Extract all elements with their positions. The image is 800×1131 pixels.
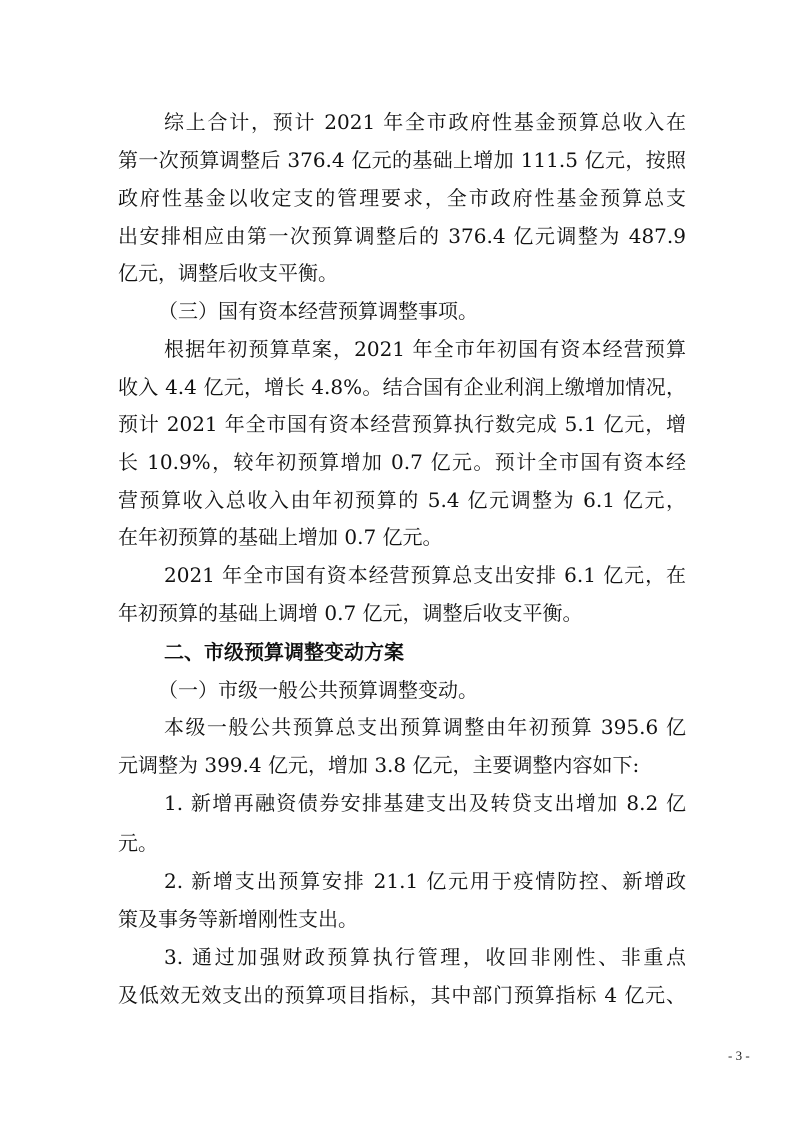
text-line: 政府性基金以收定支的管理要求，全市政府性基金预算总支 bbox=[118, 186, 686, 210]
text-line: 在年初预算的基础上增加 0.7 亿元。 bbox=[118, 525, 443, 549]
text-line: 营预算收入总收入由年初预算的 5.4 亿元调整为 6.1 亿元， bbox=[118, 488, 686, 512]
text-line: 元。 bbox=[118, 831, 158, 855]
section-heading: （三）国有资本经营预算调整事项。 bbox=[158, 299, 478, 323]
text-line: 长 10.9%，较年初预算增加 0.7 亿元。预计全市国有资本经 bbox=[118, 450, 686, 474]
page-number: - 3 - bbox=[728, 1048, 750, 1063]
text-line: 综上合计，预计 2021 年全市政府性基金预算总收入在 bbox=[164, 110, 686, 134]
text-line: 预计 2021 年全市国有资本经营预算执行数完成 5.1 亿元，增 bbox=[118, 412, 686, 436]
text-line: 元调整为 399.4 亿元，增加 3.8 亿元，主要调整内容如下: bbox=[118, 753, 640, 777]
chapter-heading: 二、市级预算调整变动方案 bbox=[164, 640, 404, 664]
text-line: 根据年初预算草案，2021 年全市年初国有资本经营预算 bbox=[164, 337, 686, 361]
text-line: 3. 通过加强财政预算执行管理，收回非刚性、非重点 bbox=[164, 945, 686, 969]
text-line: 第一次预算调整后 376.4 亿元的基础上增加 111.5 亿元，按照 bbox=[118, 148, 686, 172]
text-line: 本级一般公共预算总支出预算调整由年初预算 395.6 亿 bbox=[164, 715, 686, 739]
text-line: 1. 新增再融资债券安排基建支出及转贷支出增加 8.2 亿 bbox=[164, 791, 686, 815]
text-line: 收入 4.4 亿元，增长 4.8%。结合国有企业利润上缴增加情况， bbox=[118, 375, 686, 399]
text-line: 出安排相应由第一次预算调整后的 376.4 亿元调整为 487.9 bbox=[118, 224, 686, 248]
text-line: 策及事务等新增刚性支出。 bbox=[118, 907, 358, 931]
text-line: 2021 年全市国有资本经营预算总支出安排 6.1 亿元，在 bbox=[164, 563, 686, 587]
text-line: 年初预算的基础上调增 0.7 亿元，调整后收支平衡。 bbox=[118, 601, 583, 625]
text-line: 亿元，调整后收支平衡。 bbox=[118, 261, 338, 285]
text-line: 及低效无效支出的预算项目指标，其中部门预算指标 4 亿元、 bbox=[118, 983, 686, 1007]
section-heading: （一）市级一般公共预算调整变动。 bbox=[158, 678, 478, 702]
text-line: 2. 新增支出预算安排 21.1 亿元用于疫情防控、新增政 bbox=[164, 869, 686, 893]
